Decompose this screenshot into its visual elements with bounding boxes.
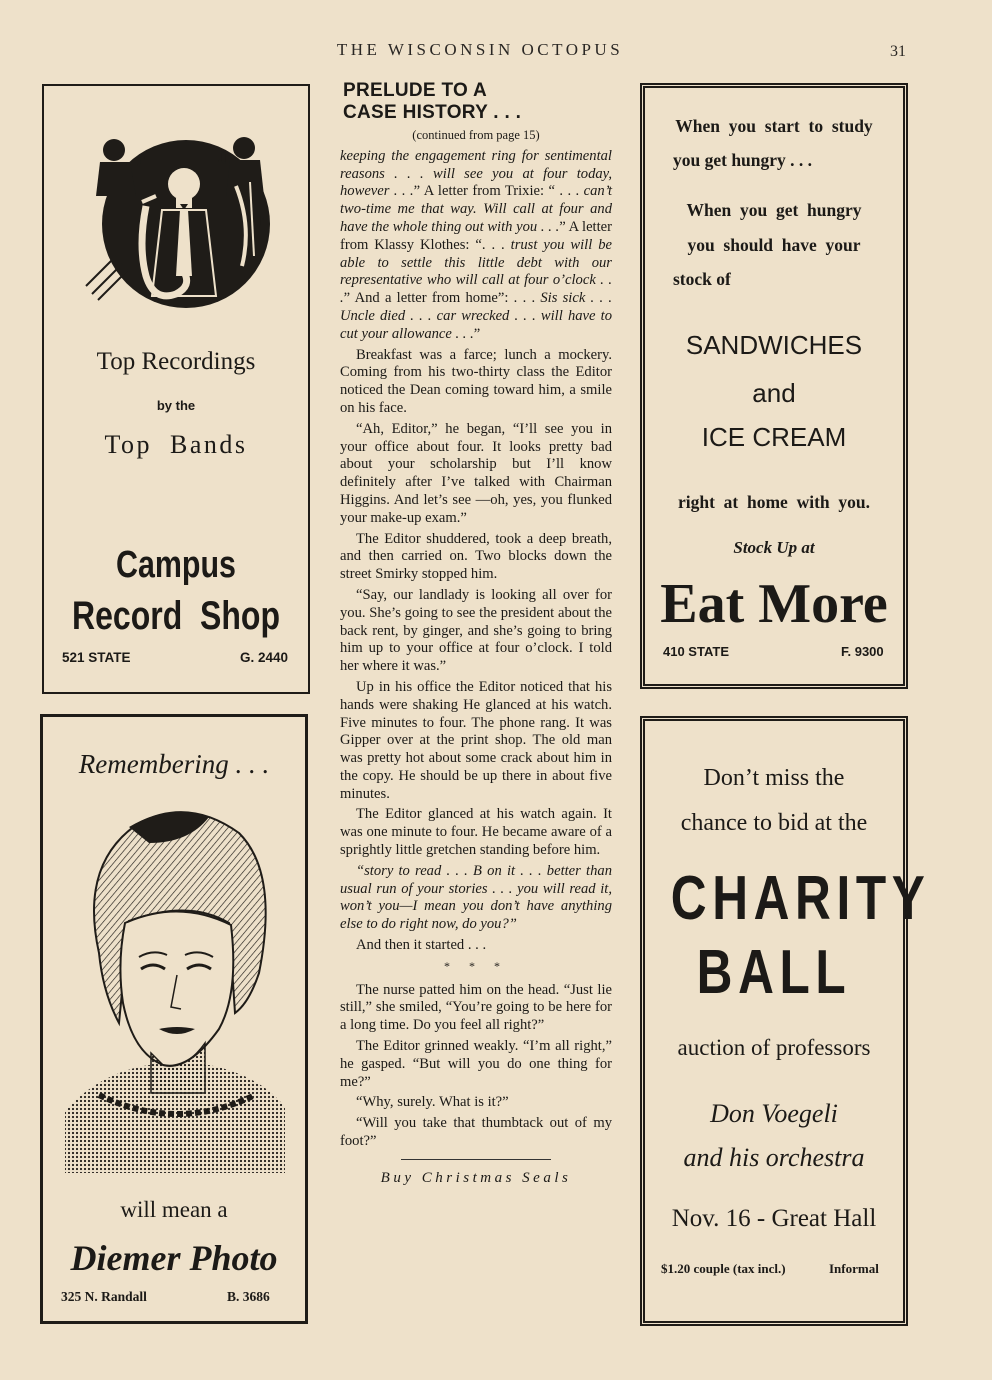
article-paragraph-6: Up in his office the Editor noticed that his hands were shaking He glanced at his watch. Five minutes to four. The phone rang. It was Gipper over at the print shop. The old man was pretty hot about some crack about him in the copy. He should be up there in about five minutes. bbox=[340, 678, 612, 802]
svg-text:♪: ♪ bbox=[136, 151, 147, 170]
eatmore-item-and: and bbox=[752, 378, 796, 408]
footer-rule bbox=[401, 1159, 551, 1160]
eatmore-line1: When you start to study bbox=[675, 116, 873, 136]
article-paragraph-1: keeping the engagement ring for sentimental reasons . . . will see you at four today, however . . .” A letter from Trixie: “ . . . can’t two-time me that way. Will call at four and have the whole thing out with you . . .” A letter from Klassy Klothes: “. . . trust you will be able to settle this little debt with our representative who will call at four o’clock . . .” And a letter from home”: . . . Sis sick . . . Uncle died . . . car wrecked . . . will have to cut your allowance . . .” bbox=[340, 147, 612, 342]
article-paragraph-5: “Say, our landlady is looking all over for you. She’s going to see the president about the back rent, by ginger, and she’s going to bring him up to your office at four o’clock. I told her where it was.” bbox=[340, 586, 612, 675]
article-paragraph-8: “story to read . . . B on it . . . better than usual run of your stories . . . you will read it, won’t you—I mean you don’t have anything else to do right now, do you?” bbox=[340, 862, 612, 933]
article-paragraph-7: The Editor glanced at his watch again. It was one minute to four. He became aware of a sprightly little gretchen standing before him. bbox=[340, 806, 612, 859]
eatmore-address: 410 STATE bbox=[663, 644, 729, 659]
diemer-photo-ad bbox=[40, 714, 308, 1324]
section-break-stars: * * * bbox=[444, 958, 508, 973]
charity-line2: chance to bid at the bbox=[680, 810, 868, 836]
article-paragraph-12: “Why, surely. What is it?” bbox=[356, 1094, 509, 1111]
photo-line1: will mean a bbox=[120, 1197, 228, 1222]
continued-note: (continued from page 15) bbox=[412, 128, 540, 142]
photo-address: 325 N. Randall bbox=[61, 1289, 147, 1304]
woman-portrait-illustration bbox=[59, 803, 291, 1173]
article-title bbox=[340, 80, 612, 124]
svg-text:♪: ♪ bbox=[256, 214, 265, 230]
article-paragraph-9: And then it started . . . bbox=[356, 937, 487, 954]
charity-title-2: BALL bbox=[696, 938, 852, 1007]
eatmore-line6: right at home with you. bbox=[677, 492, 870, 512]
record-shop-phone: G. 2440 bbox=[240, 650, 289, 665]
record-shop-address: 521 STATE bbox=[62, 650, 131, 665]
eatmore-line2: you get hungry . . . bbox=[673, 150, 813, 170]
charity-date-place: Nov. 16 - Great Hall bbox=[671, 1205, 877, 1232]
record-shop-name1: Campus bbox=[116, 544, 236, 586]
eatmore-line4: you should have your bbox=[687, 235, 861, 255]
article-paragraph-3: “Ah, Editor,” he began, “I’ll see you in your office about four. It looks pretty bad about your scholarship but I’ll know definitely after I’ve talked with Chairman Higgins. And let’s see —oh, yes, you flunked your make-up exam.” bbox=[340, 420, 612, 526]
article-title-line1: PRELUDE TO A bbox=[343, 80, 488, 101]
band-musicians-illustration bbox=[76, 126, 276, 316]
eatmore-line3: When you get hungry bbox=[686, 200, 862, 220]
eatmore-item-icecream: ICE CREAM bbox=[701, 422, 847, 452]
photo-phone: B. 3686 bbox=[227, 1289, 270, 1304]
record-shop-name2: Record Shop bbox=[71, 594, 281, 638]
article-paragraph-13: “Will you take that thumbtack out of my foot?” bbox=[340, 1115, 612, 1150]
charity-title-1: CHARITY bbox=[670, 864, 931, 933]
article-paragraph-4: The Editor shuddered, took a deep breath, and then carried on. Two blocks down the street Smirky stopped him. bbox=[340, 530, 612, 583]
eatmore-shop-name: Eat More bbox=[660, 573, 888, 635]
journal-title: THE WISCONSIN OCTOPUS bbox=[336, 40, 624, 59]
photo-shop-name: Diemer Photo bbox=[70, 1238, 278, 1278]
charity-band2: and his orchestra bbox=[683, 1143, 865, 1172]
page-number: 31 bbox=[890, 43, 906, 60]
article-paragraph-2: Breakfast was a farce; lunch a mockery. Coming from his two-thirty class the Editor noticed the Dean coming toward him, a smile on his face. bbox=[340, 346, 612, 416]
charity-line3: auction of professors bbox=[677, 1035, 871, 1060]
charity-price: $1.20 couple (tax incl.) bbox=[661, 1261, 786, 1276]
eatmore-line7: Stock Up at bbox=[733, 538, 815, 557]
photo-headline: Remembering . . . bbox=[78, 749, 270, 779]
record-shop-ad bbox=[42, 84, 310, 694]
eatmore-line5: stock of bbox=[673, 269, 731, 289]
record-line3: Top Bands bbox=[104, 430, 248, 459]
svg-text:♫: ♫ bbox=[216, 150, 229, 166]
article-paragraph-11: The Editor grinned weakly. “I’m all right,” he gasped. “But will you do one thing for me?” bbox=[340, 1038, 612, 1090]
charity-band1: Don Voegeli bbox=[710, 1099, 838, 1128]
record-line1: Top Recordings bbox=[96, 348, 256, 375]
eat-more-ad bbox=[640, 83, 908, 689]
record-line2: by the bbox=[156, 398, 196, 413]
page-header bbox=[0, 40, 992, 64]
article-paragraph-10: The nurse patted him on the head. “Just lie still,” she smiled, “You’re going to be here for a long time. Do you feel all right?” bbox=[340, 981, 612, 1034]
article-title-line2: CASE HISTORY . . . bbox=[343, 102, 522, 123]
charity-dress-code: Informal bbox=[829, 1261, 879, 1276]
footer-note: Buy Christmas Seals bbox=[380, 1169, 572, 1186]
eatmore-phone: F. 9300 bbox=[841, 644, 884, 659]
charity-line1: Don’t miss the bbox=[703, 765, 845, 791]
article-column bbox=[340, 80, 612, 1188]
eatmore-item-sandwiches: SANDWICHES bbox=[685, 330, 863, 360]
charity-ball-ad bbox=[640, 716, 931, 1326]
